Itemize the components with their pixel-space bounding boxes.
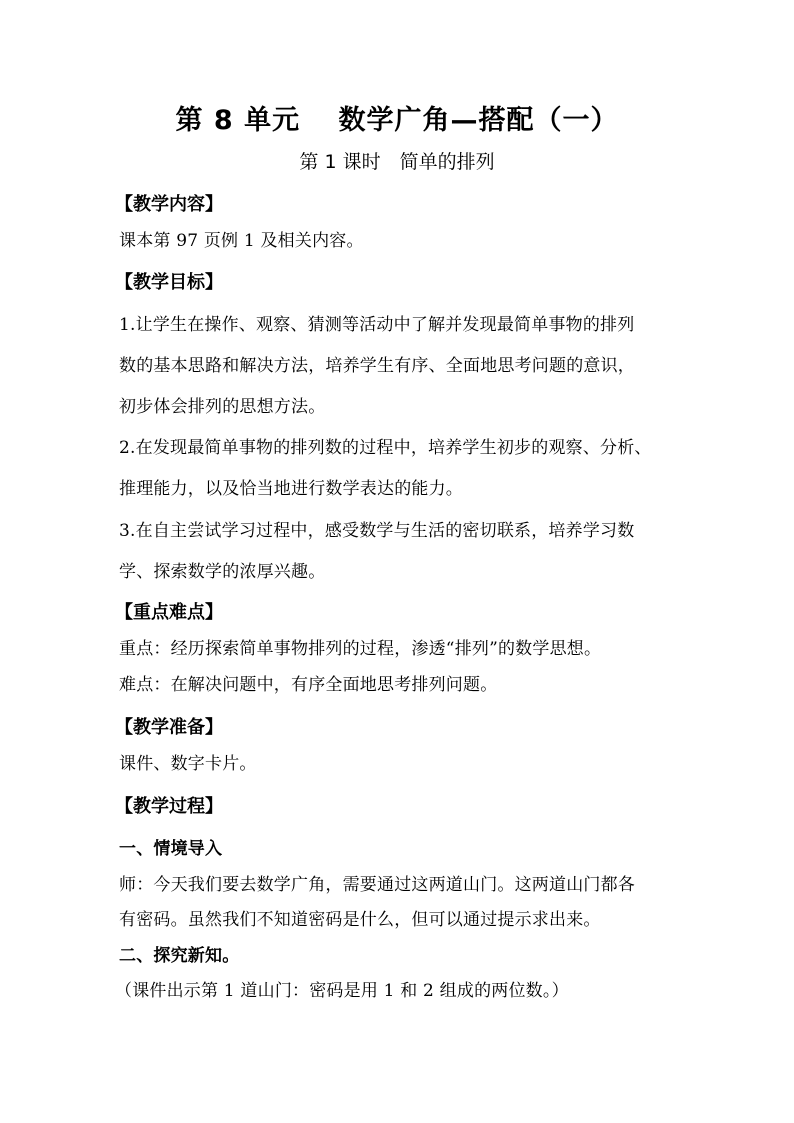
goals-line: 数的基本思路和解决方法，培养学生有序、全面地思考问题的意识， [119, 356, 635, 376]
section-heading-goals: 【教学目标】 [115, 272, 223, 293]
key-point-line: 难点：在解决问题中，有序全面地思考排列问题。 [119, 675, 498, 695]
process-line: 师：今天我们要去数学广角，需要通过这两道山门。这两道山门都各 [119, 875, 635, 895]
lesson-subtitle: 第 1 课时 简单的排列 [299, 151, 495, 173]
preparation-line: 课件、数字卡片。 [119, 754, 257, 774]
goals-line: 3.在自主尝试学习过程中，感受数学与生活的密切联系，培养学习数 [119, 521, 635, 541]
goals-line: 1.让学生在操作、观察、猜测等活动中了解并发现最简单事物的排列 [119, 315, 635, 335]
goals-line: 推理能力，以及恰当地进行数学表达的能力。 [119, 479, 463, 499]
goals-line: 初步体会排列的思想方法。 [119, 397, 326, 417]
goals-line: 2.在发现最简单事物的排列数的过程中，培养学生初步的观察、分析、 [119, 438, 652, 458]
section-heading-key-points: 【重点难点】 [115, 602, 223, 623]
process-line: （课件出示第 1 道山门：密码是用 1 和 2 组成的两位数。） [115, 981, 569, 1001]
content-line: 课本第 97 页例 1 及相关内容。 [119, 231, 364, 251]
section-heading-content: 【教学内容】 [115, 194, 223, 215]
section-heading-preparation: 【教学准备】 [115, 717, 223, 738]
section-heading-process: 【教学过程】 [115, 796, 223, 817]
document-title: 第 8 单元 数学广角—搭配（一） [175, 105, 619, 136]
process-line: 有密码。虽然我们不知道密码是什么，但可以通过提示求出来。 [119, 910, 601, 930]
key-point-line: 重点：经历探索简单事物排列的过程，渗透“排列”的数学思想。 [119, 639, 602, 659]
process-subheading-explore: 二、探究新知。 [119, 946, 240, 966]
goals-line: 学、探索数学的浓厚兴趣。 [119, 562, 326, 582]
process-subheading-intro: 一、情境导入 [119, 839, 223, 859]
